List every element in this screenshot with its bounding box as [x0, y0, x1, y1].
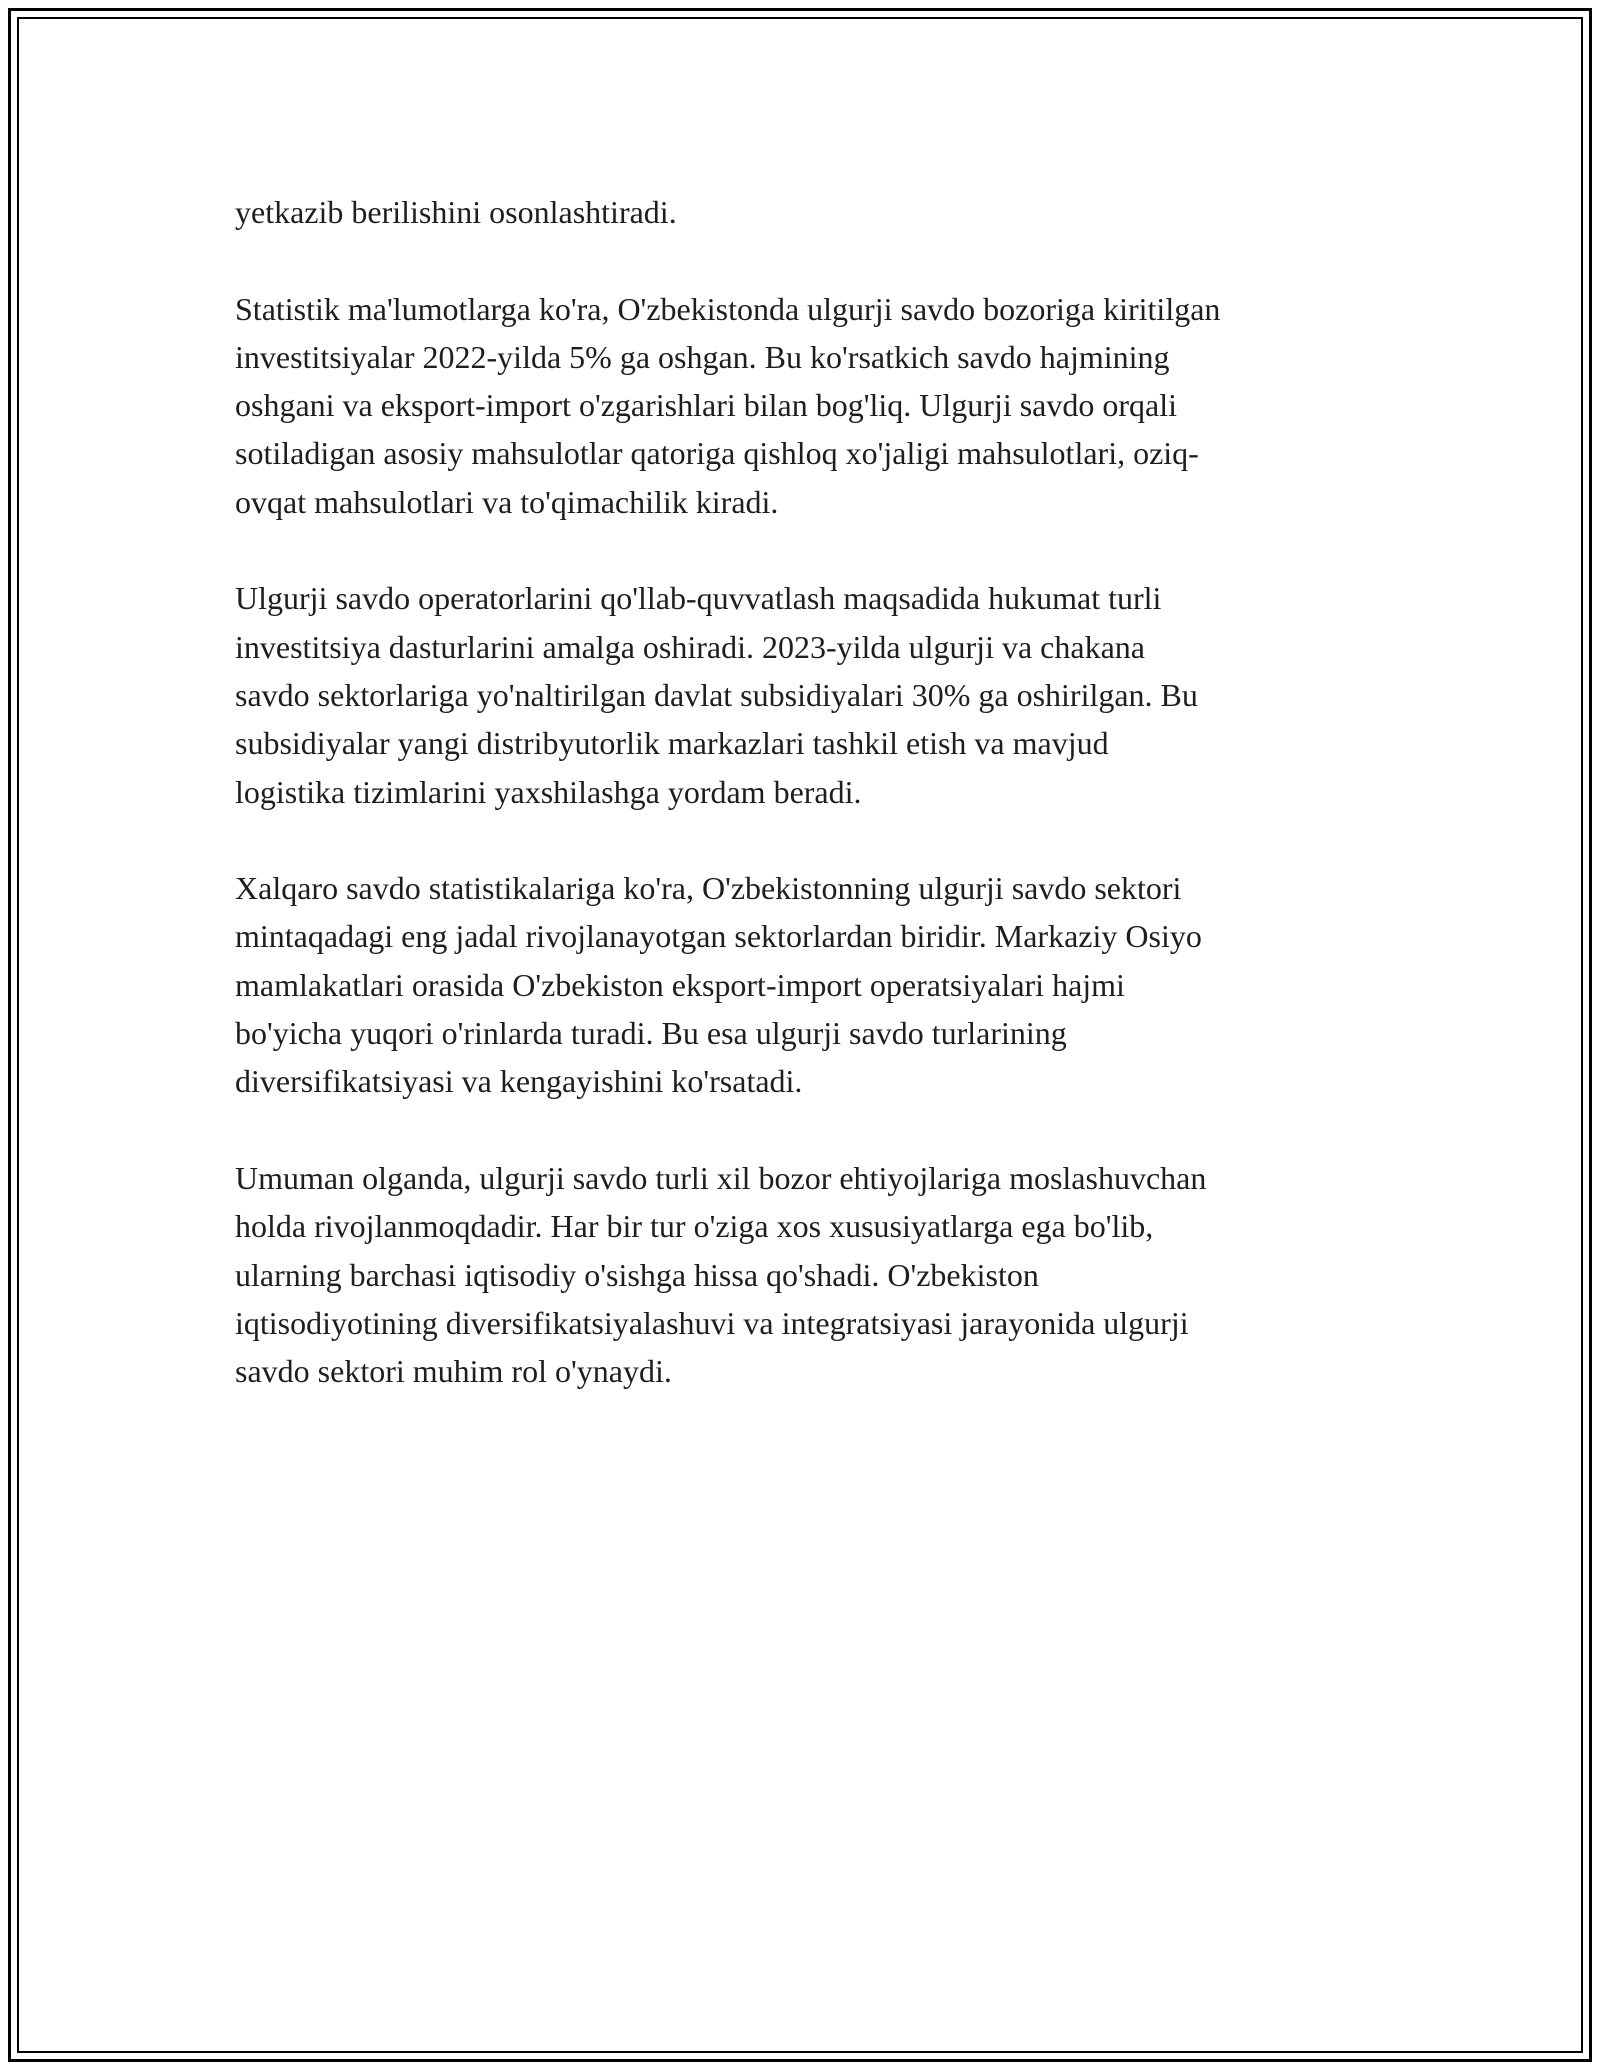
paragraph-4: [235, 864, 1395, 1105]
text-line: oshgani va eksport-import o'zgarishlari bilan bog'liq. Ulgurji savdo orqali: [235, 387, 1178, 424]
document-body: [235, 188, 1395, 1444]
text-line: sotiladigan asosiy mahsulotlar qatoriga qishloq xo'jaligi mahsulotlari, oziq-: [235, 435, 1199, 472]
text-line: holda rivojlanmoqdadir. Har bir tur o'ziga xos xususiyatlarga ega bo'lib,: [235, 1208, 1154, 1245]
text-line: ovqat mahsulotlari va to'qimachilik kiradi.: [235, 483, 779, 520]
text-line: diversifikatsiyasi va kengayishini ko'rsatadi.: [235, 1063, 803, 1100]
paragraph-5: [235, 1154, 1395, 1395]
text-line: investitsiyalar 2022-yilda 5% ga oshgan. Bu ko'rsatkich savdo hajmining: [235, 338, 1170, 375]
paragraph-3: [235, 574, 1395, 815]
text-line: subsidiyalar yangi distribyutorlik markazlari tashkil etish va mavjud: [235, 725, 1109, 762]
text-line: ularning barchasi iqtisodiy o'sishga hissa qo'shadi. O'zbekiston: [235, 1256, 1039, 1293]
paragraph-1: [235, 188, 1395, 236]
text-line: mintaqadagi eng jadal rivojlanayotgan sektorlardan biridir. Markaziy Osiyo: [235, 918, 1202, 955]
text-line: Statistik ma'lumotlarga ko'ra, O'zbekistonda ulgurji savdo bozoriga kiritilgan: [235, 290, 1221, 327]
text-line: Xalqaro savdo statistikalariga ko'ra, O'zbekistonning ulgurji savdo sektori: [235, 870, 1182, 907]
text-line: savdo sektorlariga yo'naltirilgan davlat subsidiyalari 30% ga oshirilgan. Bu: [235, 676, 1198, 713]
text-line: Ulgurji savdo operatorlarini qo'llab-quvvatlash maqsadida hukumat turli: [235, 580, 1162, 617]
text-line: Umuman olganda, ulgurji savdo turli xil bozor ehtiyojlariga moslashuvchan: [235, 1159, 1207, 1196]
text-line: logistika tizimlarini yaxshilashga yordam beradi.: [235, 773, 862, 810]
text-line: yetkazib berilishini osonlashtiradi.: [235, 194, 677, 230]
text-line: bo'yicha yuqori o'rinlarda turadi. Bu esa ulgurji savdo turlarining: [235, 1015, 1067, 1052]
paragraph-2: [235, 285, 1395, 526]
text-line: iqtisodiyotining diversifikatsiyalashuvi va integratsiyasi jarayonida ulgurji: [235, 1304, 1189, 1341]
text-line: savdo sektori muhim rol o'ynaydi.: [235, 1353, 672, 1390]
text-line: mamlakatlari orasida O'zbekiston eksport-import operatsiyalari hajmi: [235, 966, 1125, 1003]
text-line: investitsiya dasturlarini amalga oshiradi. 2023-yilda ulgurji va chakana: [235, 628, 1145, 665]
